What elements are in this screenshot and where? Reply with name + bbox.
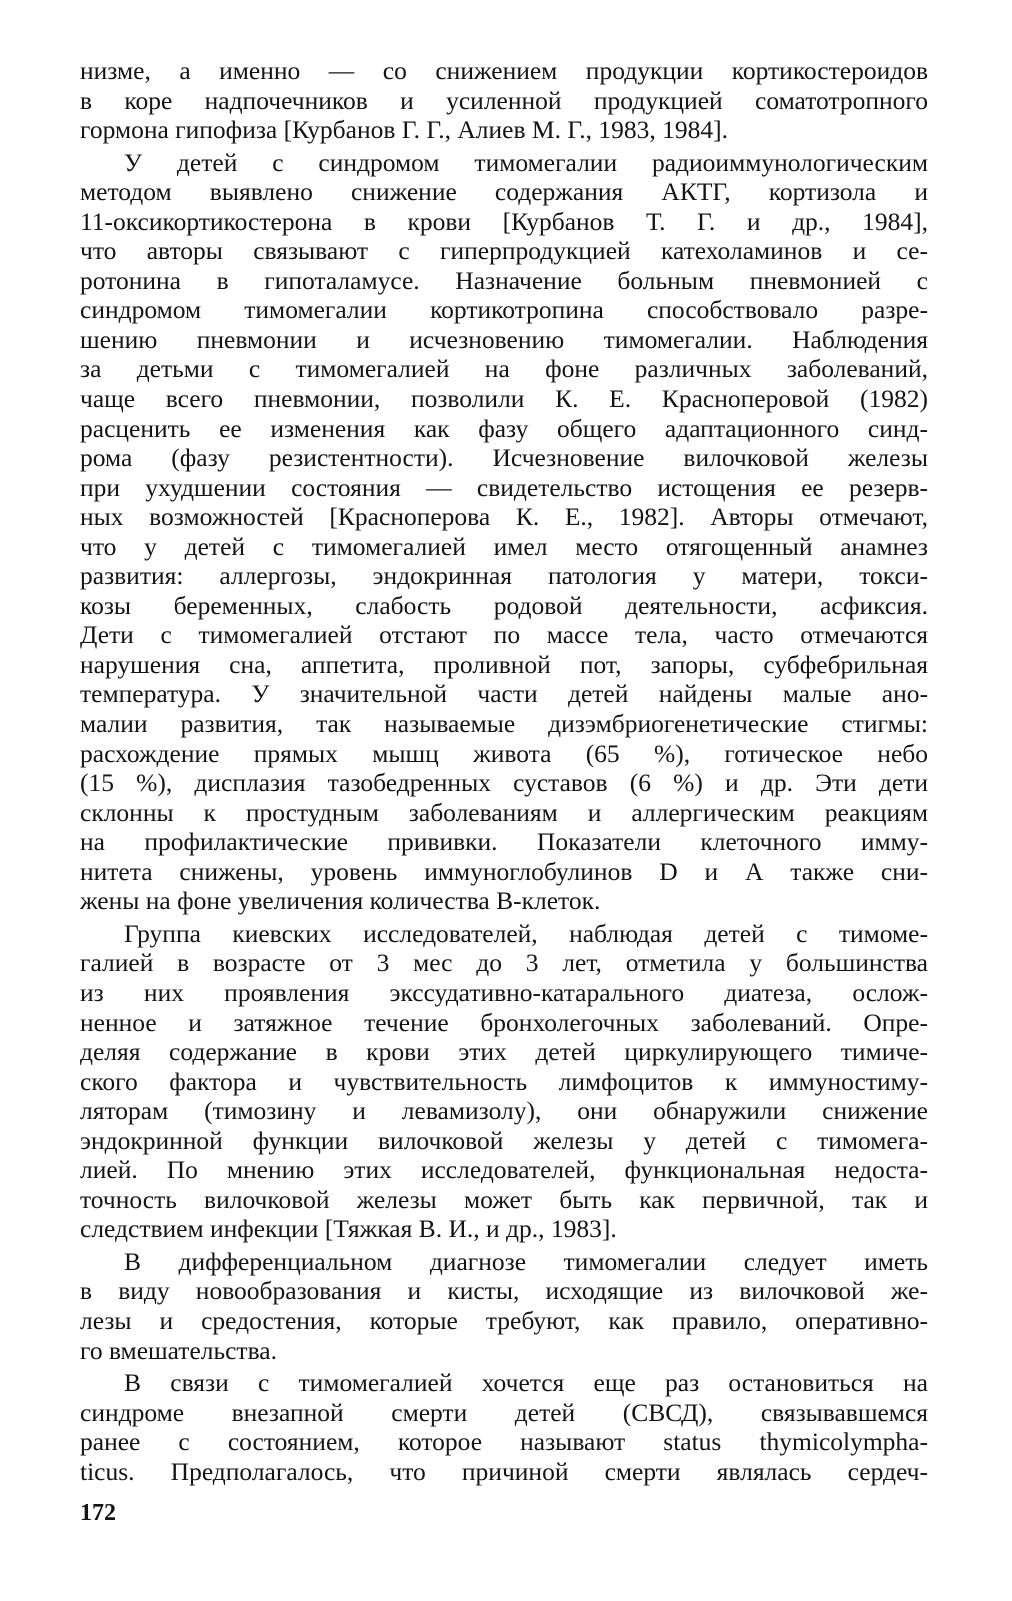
text-line: го вмешательства.: [80, 1335, 277, 1365]
text-line: точность вилочковой железы может быть как первичной, так и: [80, 1184, 928, 1214]
text-line: в коре надпочечников и усиленной продукцией соматотропного: [80, 85, 928, 115]
text-line: В дифференциальном диагнозе тимомегалии следует иметь: [124, 1246, 928, 1276]
text-line: ского фактора и чувствительность лимфоцитов к иммуностиму-: [80, 1066, 928, 1096]
text-line: методом выявлено снижение содержания АКТГ, кортизола и: [80, 177, 928, 207]
text-line: ранее с состоянием, которое называют status thymicolympha-: [80, 1427, 928, 1457]
text-line: Группа киевских исследователей, наблюдая детей с тимоме-: [124, 918, 928, 948]
text-line: нитета снижены, уровень иммуноглобулинов D и А также сни-: [80, 856, 928, 886]
text-line: температура. У значительной части детей найдены малые ано-: [80, 679, 928, 709]
text-line: чаще всего пневмонии, позволили К. Е. Красноперовой (1982): [80, 384, 928, 414]
text-line: рома (фазу резистентности). Исчезновение вилочковой железы: [80, 443, 928, 473]
text-line: 11-оксикортикостерона в крови [Курбанов Т. Г. и др., 1984],: [80, 206, 928, 236]
text-line: в виду новообразования и кисты, исходящие из вилочковой же-: [80, 1276, 928, 1306]
text-line: Дети с тимомегалией отстают по массе тела, часто отмечаются: [80, 620, 928, 650]
paragraph-1: [80, 56, 928, 145]
text-line: что у детей с тимомегалией имел место отягощенный анамнез: [80, 531, 928, 561]
text-line: развития: аллергозы, эндокринная патология у матери, токси-: [80, 561, 928, 591]
text-line: ротонина в гипоталамусе. Назначение больным пневмонией с: [80, 265, 928, 295]
text-line: что авторы связывают с гиперпродукцией катехоламинов и се-: [80, 236, 928, 266]
paragraph-4: [80, 1247, 928, 1365]
text-line: на профилактические прививки. Показатели клеточного имму-: [80, 827, 928, 857]
text-line: гормона гипофиза [Курбанов Г. Г., Алиев М. Г., 1983, 1984].: [80, 115, 728, 145]
text-line: эндокринной функции вилочковой железы у детей с тимомега-: [80, 1125, 928, 1155]
text-line: деляя содержание в крови этих детей циркулирующего тимиче-: [80, 1037, 928, 1067]
text-line: козы беременных, слабость родовой деятельности, асфиксия.: [80, 590, 928, 620]
text-line: жены на фоне увеличения количества В-клеток.: [80, 886, 601, 916]
text-line: склонны к простудным заболеваниям и аллергическим реакциям: [80, 797, 928, 827]
text-line: из них проявления экссудативно-катарального диатеза, ослож-: [80, 977, 928, 1007]
text-line: (15 %), дисплазия тазобедренных суставов (6 %) и др. Эти дети: [80, 768, 928, 798]
text-line: У детей с синдромом тимомегалии радиоиммунологическим: [124, 147, 928, 177]
text-line: ляторам (тимозину и левамизолу), они обнаружили снижение: [80, 1096, 928, 1126]
paragraph-2: [80, 148, 928, 916]
text-line: низме, а именно — со снижением продукции кортикостероидов: [80, 56, 928, 85]
text-line: лезы и средостения, которые требуют, как правило, оперативно-: [80, 1305, 928, 1335]
text-line: синдроме внезапной смерти детей (СВСД), связывавшемся: [80, 1397, 928, 1427]
text-line: галией в возрасте от 3 мес до 3 лет, отметила у большинства: [80, 948, 928, 978]
text-line: за детьми с тимомегалией на фоне различных заболеваний,: [80, 354, 928, 384]
text-line: расхождение прямых мышц живота (65 %), готическое небо: [80, 738, 928, 768]
text-line: ненное и затяжное течение бронхолегочных заболеваний. Опре-: [80, 1007, 928, 1037]
text-line: ных возможностей [Красноперова К. Е., 1982]. Авторы отмечают,: [80, 502, 928, 532]
text-line: ticus. Предполагалось, что причиной смерти являлась сердеч-: [80, 1456, 928, 1486]
page-number: 172: [80, 1500, 116, 1526]
text-line: малии развития, так называемые дизэмбриогенетические стигмы:: [80, 709, 928, 739]
text-line: шению пневмонии и исчезновению тимомегалии. Наблюдения: [80, 324, 928, 354]
text-line: В связи с тимомегалией хочется еще раз остановиться на: [124, 1368, 928, 1398]
text-line: лией. По мнению этих исследователей, функциональная недоста-: [80, 1155, 928, 1185]
text-line: при ухудшении состояния — свидетельство истощения ее резерв-: [80, 472, 928, 502]
page-body: [80, 56, 928, 1486]
text-line: синдромом тимомегалии кортикотропина способствовало разре-: [80, 295, 928, 325]
text-line: следствием инфекции [Тяжкая В. И., и др., 1983].: [80, 1214, 617, 1244]
paragraph-3: [80, 919, 928, 1244]
text-line: расценить ее изменения как фазу общего адаптационного синд-: [80, 413, 928, 443]
text-line: нарушения сна, аппетита, проливной пот, запоры, субфебрильная: [80, 649, 928, 679]
paragraph-5: [80, 1368, 928, 1486]
